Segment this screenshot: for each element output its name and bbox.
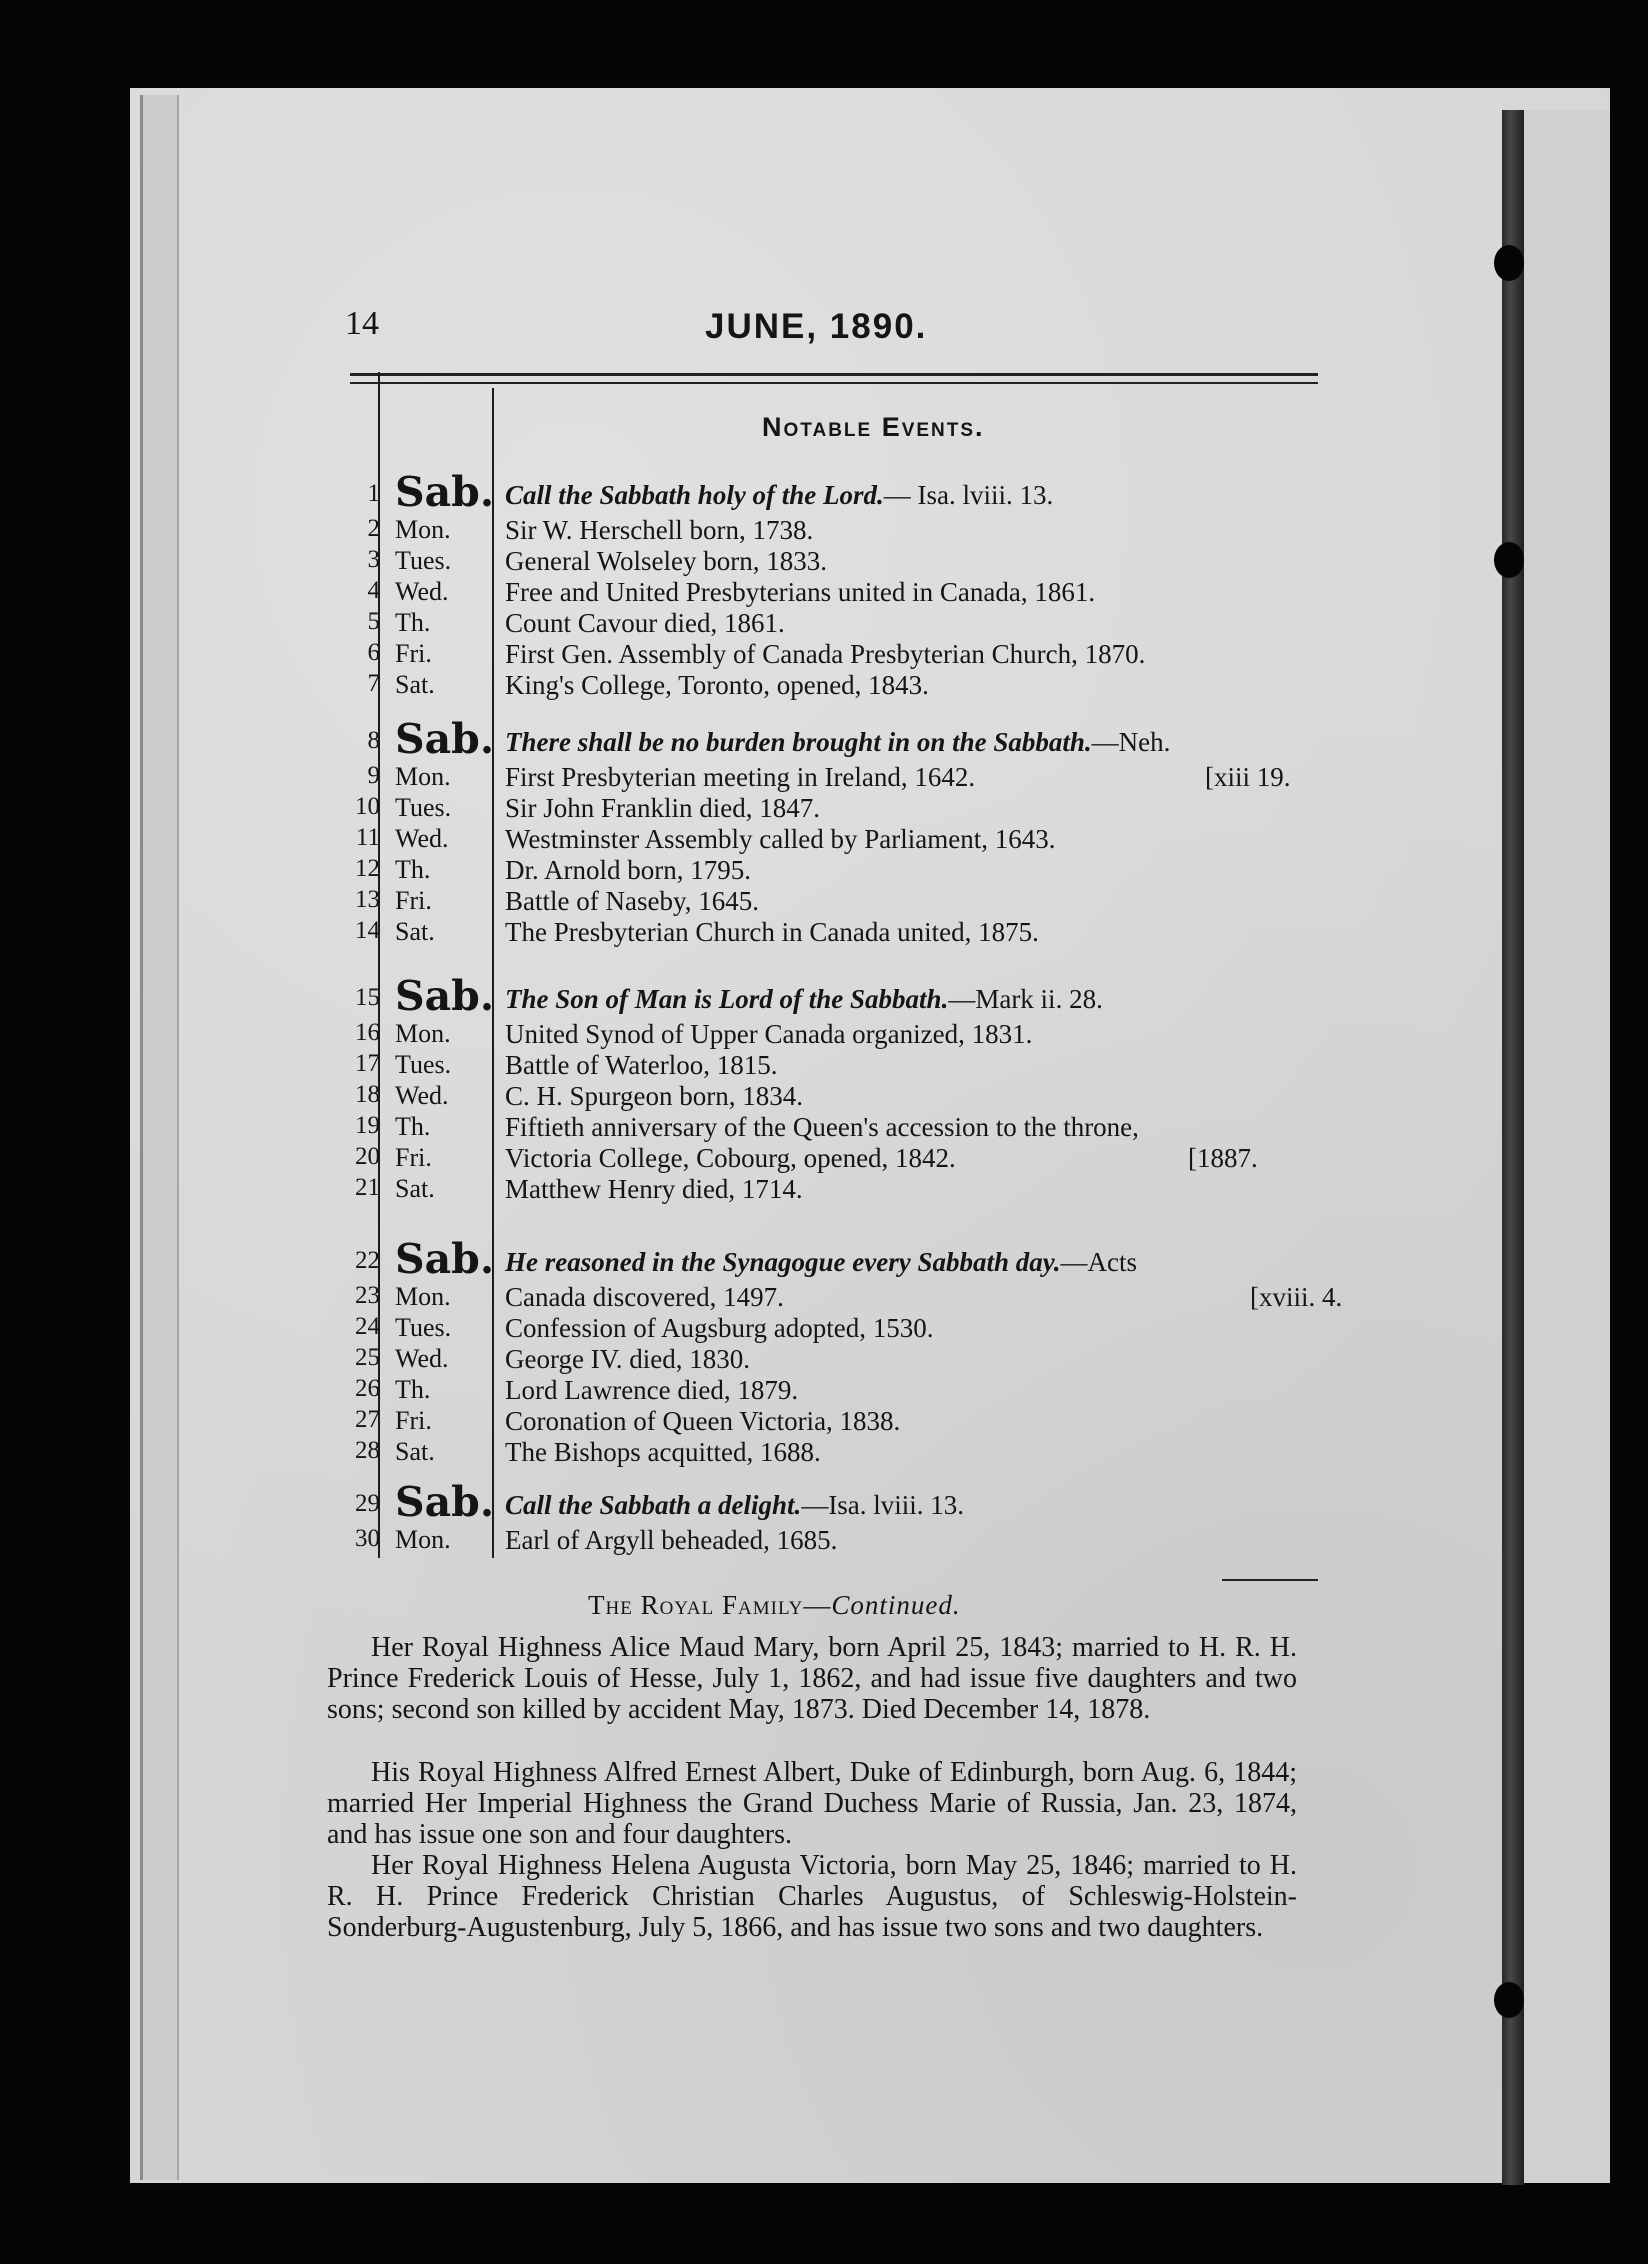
calendar-row	[300, 670, 1320, 700]
weekday: Mon.	[395, 1282, 451, 1311]
calendar-row	[300, 1174, 1320, 1204]
scripture-reference: —Acts	[1060, 1247, 1137, 1277]
event-text: Matthew Henry died, 1714.	[505, 1174, 803, 1204]
day-number: 14	[355, 917, 380, 944]
event-text: Sir John Franklin died, 1847.	[505, 793, 820, 823]
binding-hole	[1494, 1982, 1524, 2018]
calendar-row	[300, 917, 1320, 947]
event-text: United Synod of Upper Canada organized, 1831.	[505, 1019, 1033, 1049]
motto-text: Call the Sabbath holy of the Lord.	[505, 480, 884, 510]
page-edge	[140, 95, 179, 2180]
event-text: General Wolseley born, 1833.	[505, 546, 827, 576]
day-number: 30	[355, 1525, 380, 1552]
section-rule	[1222, 1579, 1318, 1581]
sabbath-motto	[505, 727, 1170, 758]
day-number: 19	[355, 1112, 380, 1139]
event-text: Free and United Presbyterians united in Canada, 1861.	[505, 577, 1096, 607]
day-number: 1	[367, 480, 380, 507]
weekday: Sab.	[395, 715, 495, 763]
royal-paragraph: His Royal Highness Alfred Ernest Albert, Duke of Edinburgh, born Aug. 6, 1844; married Her Imperial Highness the Grand Duchess Marie of Russia, Jan. 23, 1874, and has issue one son and four daughters.	[327, 1757, 1297, 1850]
weekday: Sab.	[395, 468, 495, 516]
page-number: 14	[345, 305, 379, 342]
day-number: 26	[355, 1375, 380, 1402]
royal-paragraph: Her Royal Highness Helena Augusta Victoria, born May 25, 1846; married to H. R. H. Prince Frederick Christian Charles Augustus, of Schleswig-Holstein-Sonderburg-Augustenburg, July 5, 1866, and has issue two sons and two daughters.	[327, 1850, 1297, 1943]
scripture-reference: —Mark ii. 28.	[948, 984, 1103, 1014]
weekday: Sab.	[395, 972, 495, 1020]
weekday: Fri.	[395, 886, 432, 915]
continuation-text: [xviii. 4.	[1250, 1282, 1343, 1312]
calendar-row	[300, 608, 1320, 638]
sabbath-row	[300, 468, 1320, 516]
weekday: Tues.	[395, 1050, 452, 1079]
weekday: Fri.	[395, 1143, 432, 1172]
motto-text: Call the Sabbath a delight.	[505, 1490, 802, 1520]
day-number: 18	[355, 1081, 380, 1108]
calendar-row	[300, 793, 1320, 823]
calendar-row	[300, 1437, 1320, 1467]
day-number: 12	[355, 855, 380, 882]
section-heading: Notable Events.	[762, 412, 985, 442]
weekday: Wed.	[395, 1081, 449, 1110]
calendar-row	[300, 546, 1320, 576]
calendar-row	[300, 1050, 1320, 1080]
calendar-row	[300, 577, 1320, 607]
weekday: Th.	[395, 855, 431, 884]
weekday: Mon.	[395, 1525, 451, 1554]
motto-text: He reasoned in the Synagogue every Sabbath day.	[505, 1247, 1061, 1277]
event-text: Coronation of Queen Victoria, 1838.	[505, 1406, 901, 1436]
motto-text: The Son of Man is Lord of the Sabbath.	[505, 984, 949, 1014]
calendar-row	[300, 1282, 1343, 1312]
day-number: 5	[367, 608, 380, 635]
event-text: Battle of Waterloo, 1815.	[505, 1050, 778, 1080]
sabbath-row	[300, 715, 1320, 763]
royal-paragraph: Her Royal Highness Alice Maud Mary, born April 25, 1843; married to H. R. H. Prince Frederick Louis of Hesse, July 1, 1862, and had issue five daughters and two sons; second son killed by accident May, 1873. Died December 14, 1878.	[327, 1632, 1297, 1725]
scripture-reference: —Isa. lviii. 13.	[801, 1490, 965, 1520]
event-text: The Presbyterian Church in Canada united, 1875.	[505, 917, 1039, 947]
scripture-reference: — Isa. lviii. 13.	[883, 480, 1054, 510]
event-text: Westminster Assembly called by Parliament, 1643.	[505, 824, 1056, 854]
calendar-row	[300, 855, 1320, 885]
weekday: Tues.	[395, 793, 452, 822]
book-spine	[1502, 110, 1524, 2185]
sabbath-motto	[505, 1247, 1137, 1278]
calendar-row	[300, 824, 1320, 854]
day-number: 29	[355, 1490, 380, 1517]
sabbath-motto	[505, 984, 1103, 1015]
day-number: 27	[355, 1406, 380, 1433]
weekday: Fri.	[395, 639, 432, 668]
day-number: 8	[367, 727, 380, 754]
weekday: Wed.	[395, 577, 449, 606]
sabbath-row	[300, 972, 1320, 1020]
event-text: First Presbyterian meeting in Ireland, 1642.	[505, 762, 976, 792]
sabbath-motto	[505, 1490, 964, 1521]
event-text: Sir W. Herschell born, 1738.	[505, 515, 814, 545]
binding-hole	[1494, 542, 1524, 578]
royal-family-heading: The Royal Family—Continued.	[588, 1590, 961, 1620]
day-number: 25	[355, 1344, 380, 1371]
day-number: 9	[367, 762, 380, 789]
calendar-row	[300, 639, 1320, 669]
day-number: 7	[367, 670, 380, 697]
sabbath-row	[300, 1478, 1320, 1526]
event-text: Confession of Augsburg adopted, 1530.	[505, 1313, 934, 1343]
calendar-row	[300, 1375, 1320, 1405]
event-text: Victoria College, Cobourg, opened, 1842.	[505, 1143, 956, 1173]
header-rule	[350, 373, 1318, 376]
event-text: Earl of Argyll beheaded, 1685.	[505, 1525, 838, 1555]
weekday: Wed.	[395, 824, 449, 853]
sabbath-row	[300, 1235, 1320, 1283]
calendar-row	[300, 1525, 1320, 1555]
weekday: Tues.	[395, 1313, 452, 1342]
day-number: 6	[367, 639, 380, 666]
day-number: 10	[355, 793, 380, 820]
weekday: Wed.	[395, 1344, 449, 1373]
page-title: JUNE, 1890.	[705, 307, 928, 346]
calendar-row	[300, 1313, 1320, 1343]
sabbath-motto	[505, 480, 1053, 511]
event-text: First Gen. Assembly of Canada Presbyterian Church, 1870.	[505, 639, 1146, 669]
weekday: Mon.	[395, 1019, 451, 1048]
day-number: 15	[355, 984, 380, 1011]
day-number: 11	[355, 824, 380, 851]
calendar-row	[300, 1143, 1320, 1173]
calendar-row	[300, 886, 1320, 916]
event-text: Lord Lawrence died, 1879.	[505, 1375, 799, 1405]
day-number: 28	[355, 1437, 380, 1464]
event-text: The Bishops acquitted, 1688.	[505, 1437, 821, 1467]
weekday: Sat.	[395, 1437, 435, 1466]
calendar-row	[300, 1344, 1320, 1374]
weekday: Mon.	[395, 515, 451, 544]
weekday: Sab.	[395, 1235, 495, 1283]
event-text: King's College, Toronto, opened, 1843.	[505, 670, 929, 700]
day-number: 24	[355, 1313, 380, 1340]
scripture-reference: —Neh.	[1091, 727, 1171, 757]
weekday: Tues.	[395, 546, 452, 575]
facing-page-edge	[1524, 110, 1610, 2183]
motto-text: There shall be no burden brought in on the Sabbath.	[505, 727, 1092, 757]
weekday: Sab.	[395, 1478, 495, 1526]
continuation-text: [xiii 19.	[1205, 762, 1291, 792]
event-text: Fiftieth anniversary of the Queen's accession to the throne,	[505, 1112, 1139, 1142]
day-number: 4	[367, 577, 380, 604]
event-text: Count Cavour died, 1861.	[505, 608, 785, 638]
binding-hole	[1494, 245, 1524, 281]
day-number: 2	[367, 515, 380, 542]
weekday: Sat.	[395, 1174, 435, 1203]
weekday: Th.	[395, 1112, 431, 1141]
weekday: Mon.	[395, 762, 451, 791]
weekday: Sat.	[395, 670, 435, 699]
event-text: Dr. Arnold born, 1795.	[505, 855, 751, 885]
day-number: 20	[355, 1143, 380, 1170]
calendar-row	[300, 515, 1320, 545]
day-number: 16	[355, 1019, 380, 1046]
calendar-row	[300, 1081, 1320, 1111]
day-number: 17	[355, 1050, 380, 1077]
continuation-text: [1887.	[1188, 1143, 1258, 1173]
event-text: C. H. Spurgeon born, 1834.	[505, 1081, 804, 1111]
calendar-row	[300, 1112, 1320, 1142]
calendar-row	[300, 1406, 1320, 1436]
day-number: 3	[367, 546, 380, 573]
calendar-row	[300, 762, 1320, 792]
weekday: Sat.	[395, 917, 435, 946]
day-number: 13	[355, 886, 380, 913]
event-text: Battle of Naseby, 1645.	[505, 886, 759, 916]
calendar-row	[300, 1019, 1320, 1049]
event-text: Canada discovered, 1497.	[505, 1282, 784, 1312]
header-rule	[350, 382, 1318, 384]
event-text: George IV. died, 1830.	[505, 1344, 750, 1374]
weekday: Fri.	[395, 1406, 432, 1435]
day-number: 22	[355, 1247, 380, 1274]
weekday: Th.	[395, 1375, 431, 1404]
day-number: 23	[355, 1282, 380, 1309]
day-number: 21	[355, 1174, 380, 1201]
weekday: Th.	[395, 608, 431, 637]
